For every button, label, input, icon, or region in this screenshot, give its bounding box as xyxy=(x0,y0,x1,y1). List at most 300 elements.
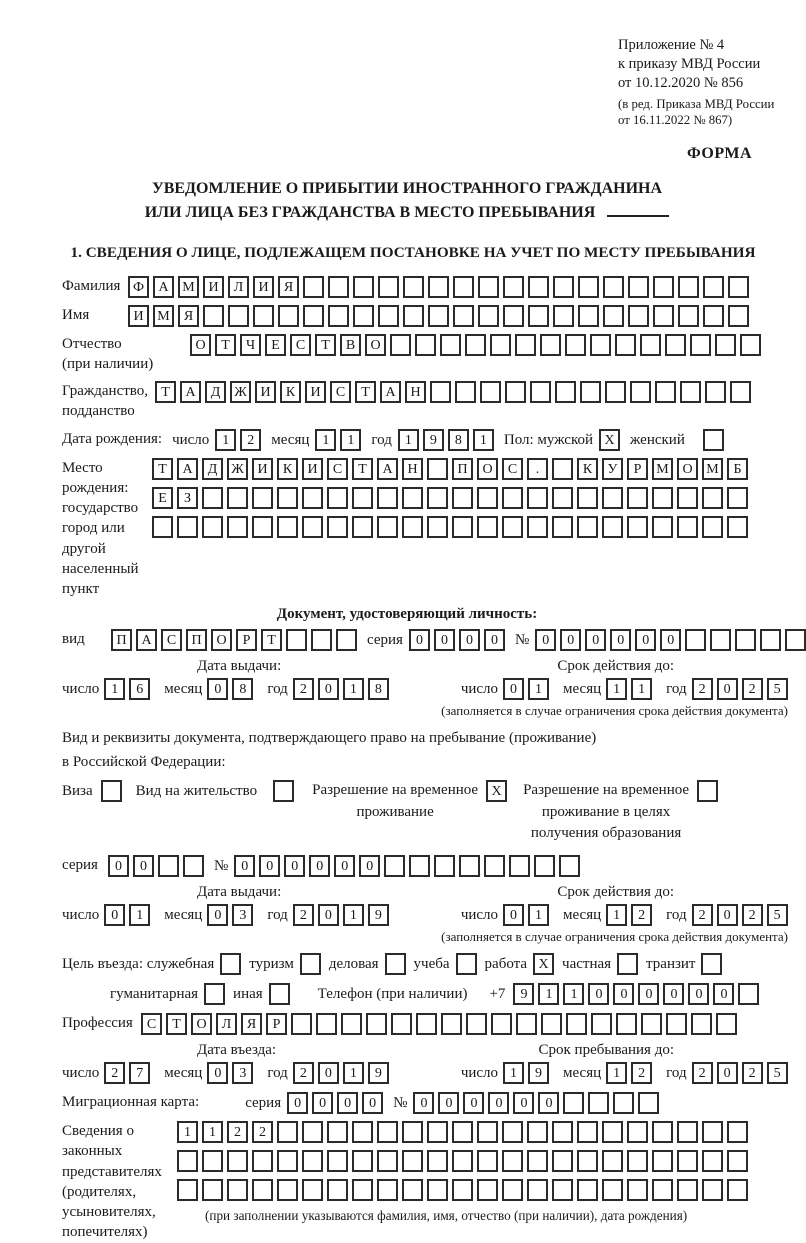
char-cell[interactable]: 3 xyxy=(232,904,253,926)
char-cell[interactable] xyxy=(578,276,599,298)
char-cell[interactable] xyxy=(327,1179,348,1201)
char-cell[interactable]: 9 xyxy=(513,983,534,1005)
char-cell[interactable] xyxy=(685,629,706,651)
char-cell[interactable]: И xyxy=(255,381,276,403)
char-cell[interactable] xyxy=(177,1150,198,1172)
char-cell[interactable] xyxy=(427,1121,448,1143)
char-cell[interactable] xyxy=(628,276,649,298)
char-cell[interactable] xyxy=(477,516,498,538)
char-cell[interactable] xyxy=(740,334,761,356)
char-cell[interactable]: Т xyxy=(215,334,236,356)
char-cell[interactable] xyxy=(430,381,451,403)
char-cell[interactable] xyxy=(402,1179,423,1201)
char-cell[interactable] xyxy=(527,516,548,538)
char-cell[interactable]: О xyxy=(191,1013,212,1035)
char-cell[interactable] xyxy=(352,516,373,538)
char-cell[interactable] xyxy=(377,1179,398,1201)
char-cell[interactable]: 1 xyxy=(528,678,549,700)
char-cell[interactable] xyxy=(252,487,273,509)
char-cell[interactable]: 0 xyxy=(108,855,129,877)
char-cell[interactable] xyxy=(466,1013,487,1035)
char-cell[interactable] xyxy=(563,1092,584,1114)
char-cell[interactable]: 0 xyxy=(613,983,634,1005)
char-cell[interactable] xyxy=(480,381,501,403)
char-cell[interactable] xyxy=(591,1013,612,1035)
char-cell[interactable]: Е xyxy=(152,487,173,509)
char-cell[interactable] xyxy=(202,1179,223,1201)
char-cell[interactable] xyxy=(253,305,274,327)
char-cell[interactable]: 1 xyxy=(129,904,150,926)
char-cell[interactable] xyxy=(402,516,423,538)
char-cell[interactable] xyxy=(760,629,781,651)
char-cell[interactable] xyxy=(427,487,448,509)
char-cell[interactable]: 1 xyxy=(538,983,559,1005)
char-cell[interactable] xyxy=(553,305,574,327)
char-cell[interactable]: А xyxy=(153,276,174,298)
char-cell[interactable]: 8 xyxy=(368,678,389,700)
char-cell[interactable] xyxy=(588,1092,609,1114)
char-cell[interactable]: 0 xyxy=(207,1062,228,1084)
char-cell[interactable]: . xyxy=(527,458,548,480)
char-cell[interactable]: 2 xyxy=(631,904,652,926)
char-cell[interactable]: 0 xyxy=(635,629,656,651)
char-cell[interactable]: А xyxy=(136,629,157,651)
char-cell[interactable] xyxy=(278,305,299,327)
char-cell[interactable] xyxy=(680,381,701,403)
char-cell[interactable] xyxy=(552,516,573,538)
char-cell[interactable]: 0 xyxy=(104,904,125,926)
char-cell[interactable]: 0 xyxy=(503,904,524,926)
char-cell[interactable] xyxy=(316,1013,337,1035)
char-cell[interactable]: 0 xyxy=(234,855,255,877)
char-cell[interactable]: Ж xyxy=(227,458,248,480)
char-cell[interactable] xyxy=(738,983,759,1005)
char-cell[interactable] xyxy=(615,334,636,356)
char-cell[interactable]: 0 xyxy=(663,983,684,1005)
char-cell[interactable]: И xyxy=(203,276,224,298)
char-cell[interactable]: 0 xyxy=(359,855,380,877)
char-cell[interactable] xyxy=(652,487,673,509)
char-cell[interactable]: 0 xyxy=(463,1092,484,1114)
char-cell[interactable]: Ф xyxy=(128,276,149,298)
char-cell[interactable]: 0 xyxy=(610,629,631,651)
char-cell[interactable]: 0 xyxy=(207,904,228,926)
char-cell[interactable] xyxy=(702,1121,723,1143)
char-cell[interactable] xyxy=(577,1179,598,1201)
char-cell[interactable]: 2 xyxy=(104,1062,125,1084)
char-cell[interactable] xyxy=(478,276,499,298)
char-cell[interactable]: 0 xyxy=(287,1092,308,1114)
char-cell[interactable] xyxy=(252,1179,273,1201)
char-cell[interactable] xyxy=(541,1013,562,1035)
char-cell[interactable]: С xyxy=(330,381,351,403)
char-cell[interactable] xyxy=(602,1179,623,1201)
char-cell[interactable]: Я xyxy=(241,1013,262,1035)
char-cell[interactable] xyxy=(227,516,248,538)
sex-male-checkbox[interactable]: X xyxy=(599,429,620,451)
char-cell[interactable] xyxy=(327,516,348,538)
char-cell[interactable] xyxy=(503,305,524,327)
char-cell[interactable] xyxy=(677,1179,698,1201)
char-cell[interactable] xyxy=(302,1121,323,1143)
char-cell[interactable] xyxy=(252,516,273,538)
char-cell[interactable]: В xyxy=(340,334,361,356)
char-cell[interactable] xyxy=(277,516,298,538)
char-cell[interactable] xyxy=(553,276,574,298)
char-cell[interactable] xyxy=(552,487,573,509)
char-cell[interactable] xyxy=(202,516,223,538)
char-cell[interactable]: И xyxy=(305,381,326,403)
char-cell[interactable] xyxy=(552,1179,573,1201)
purpose-business-checkbox[interactable] xyxy=(385,953,406,975)
char-cell[interactable] xyxy=(677,1121,698,1143)
char-cell[interactable] xyxy=(455,381,476,403)
char-cell[interactable] xyxy=(727,1121,748,1143)
char-cell[interactable] xyxy=(202,487,223,509)
char-cell[interactable]: 0 xyxy=(588,983,609,1005)
char-cell[interactable] xyxy=(702,487,723,509)
char-cell[interactable]: М xyxy=(153,305,174,327)
sex-female-checkbox[interactable] xyxy=(703,429,724,451)
char-cell[interactable]: 2 xyxy=(240,429,261,451)
char-cell[interactable]: О xyxy=(677,458,698,480)
char-cell[interactable] xyxy=(509,855,530,877)
char-cell[interactable]: 0 xyxy=(409,629,430,651)
char-cell[interactable] xyxy=(453,276,474,298)
char-cell[interactable]: 8 xyxy=(448,429,469,451)
char-cell[interactable] xyxy=(735,629,756,651)
char-cell[interactable]: А xyxy=(377,458,398,480)
char-cell[interactable] xyxy=(352,487,373,509)
char-cell[interactable] xyxy=(552,1121,573,1143)
char-cell[interactable]: Т xyxy=(152,458,173,480)
char-cell[interactable] xyxy=(653,276,674,298)
char-cell[interactable] xyxy=(465,334,486,356)
char-cell[interactable] xyxy=(565,334,586,356)
char-cell[interactable]: 0 xyxy=(459,629,480,651)
char-cell[interactable] xyxy=(286,629,307,651)
char-cell[interactable] xyxy=(453,305,474,327)
char-cell[interactable] xyxy=(552,458,573,480)
char-cell[interactable]: 2 xyxy=(692,1062,713,1084)
char-cell[interactable] xyxy=(678,305,699,327)
purpose-official-checkbox[interactable] xyxy=(220,953,241,975)
char-cell[interactable] xyxy=(183,855,204,877)
char-cell[interactable]: 2 xyxy=(692,904,713,926)
char-cell[interactable] xyxy=(638,1092,659,1114)
char-cell[interactable] xyxy=(727,1179,748,1201)
char-cell[interactable] xyxy=(302,487,323,509)
char-cell[interactable] xyxy=(353,276,374,298)
char-cell[interactable]: 2 xyxy=(293,1062,314,1084)
char-cell[interactable]: С xyxy=(327,458,348,480)
char-cell[interactable]: Р xyxy=(266,1013,287,1035)
char-cell[interactable]: 1 xyxy=(606,678,627,700)
char-cell[interactable]: 0 xyxy=(312,1092,333,1114)
char-cell[interactable] xyxy=(177,1179,198,1201)
char-cell[interactable] xyxy=(403,305,424,327)
char-cell[interactable]: А xyxy=(177,458,198,480)
char-cell[interactable]: 0 xyxy=(660,629,681,651)
char-cell[interactable] xyxy=(730,381,751,403)
purpose-other-checkbox[interactable] xyxy=(269,983,290,1005)
char-cell[interactable]: 2 xyxy=(742,904,763,926)
char-cell[interactable] xyxy=(691,1013,712,1035)
char-cell[interactable]: Т xyxy=(355,381,376,403)
purpose-study-checkbox[interactable] xyxy=(456,953,477,975)
char-cell[interactable] xyxy=(416,1013,437,1035)
char-cell[interactable]: 0 xyxy=(638,983,659,1005)
char-cell[interactable] xyxy=(528,305,549,327)
char-cell[interactable]: Д xyxy=(202,458,223,480)
char-cell[interactable] xyxy=(427,1179,448,1201)
char-cell[interactable] xyxy=(677,487,698,509)
char-cell[interactable]: 1 xyxy=(563,983,584,1005)
char-cell[interactable]: Т xyxy=(315,334,336,356)
char-cell[interactable] xyxy=(655,381,676,403)
char-cell[interactable] xyxy=(327,1121,348,1143)
char-cell[interactable]: 1 xyxy=(631,678,652,700)
char-cell[interactable] xyxy=(452,1179,473,1201)
char-cell[interactable] xyxy=(555,381,576,403)
char-cell[interactable]: 0 xyxy=(318,1062,339,1084)
char-cell[interactable] xyxy=(428,305,449,327)
char-cell[interactable] xyxy=(452,1150,473,1172)
char-cell[interactable] xyxy=(491,1013,512,1035)
char-cell[interactable] xyxy=(477,1121,498,1143)
char-cell[interactable] xyxy=(613,1092,634,1114)
char-cell[interactable] xyxy=(502,1179,523,1201)
char-cell[interactable]: Н xyxy=(405,381,426,403)
char-cell[interactable]: О xyxy=(477,458,498,480)
char-cell[interactable]: 0 xyxy=(334,855,355,877)
char-cell[interactable] xyxy=(227,487,248,509)
char-cell[interactable] xyxy=(785,629,806,651)
char-cell[interactable] xyxy=(527,1121,548,1143)
char-cell[interactable] xyxy=(628,305,649,327)
char-cell[interactable] xyxy=(428,276,449,298)
char-cell[interactable]: Ч xyxy=(240,334,261,356)
char-cell[interactable] xyxy=(434,855,455,877)
char-cell[interactable] xyxy=(602,487,623,509)
char-cell[interactable]: 0 xyxy=(717,678,738,700)
char-cell[interactable] xyxy=(427,516,448,538)
char-cell[interactable]: Л xyxy=(228,276,249,298)
char-cell[interactable]: 0 xyxy=(513,1092,534,1114)
char-cell[interactable]: 1 xyxy=(315,429,336,451)
char-cell[interactable] xyxy=(715,334,736,356)
char-cell[interactable] xyxy=(710,629,731,651)
char-cell[interactable]: Р xyxy=(627,458,648,480)
char-cell[interactable]: Л xyxy=(216,1013,237,1035)
char-cell[interactable] xyxy=(477,1179,498,1201)
char-cell[interactable]: 1 xyxy=(398,429,419,451)
char-cell[interactable]: 5 xyxy=(767,1062,788,1084)
char-cell[interactable] xyxy=(527,1150,548,1172)
char-cell[interactable] xyxy=(502,487,523,509)
char-cell[interactable] xyxy=(477,1150,498,1172)
char-cell[interactable]: 6 xyxy=(129,678,150,700)
char-cell[interactable] xyxy=(228,305,249,327)
char-cell[interactable] xyxy=(377,1150,398,1172)
char-cell[interactable]: 1 xyxy=(473,429,494,451)
char-cell[interactable] xyxy=(605,381,626,403)
char-cell[interactable]: 0 xyxy=(207,678,228,700)
char-cell[interactable] xyxy=(502,1150,523,1172)
char-cell[interactable] xyxy=(377,516,398,538)
char-cell[interactable]: 1 xyxy=(606,1062,627,1084)
char-cell[interactable] xyxy=(291,1013,312,1035)
char-cell[interactable] xyxy=(377,1121,398,1143)
char-cell[interactable] xyxy=(627,1150,648,1172)
char-cell[interactable] xyxy=(402,1121,423,1143)
char-cell[interactable]: 5 xyxy=(767,904,788,926)
char-cell[interactable] xyxy=(378,276,399,298)
char-cell[interactable] xyxy=(677,1150,698,1172)
char-cell[interactable]: 0 xyxy=(318,904,339,926)
char-cell[interactable]: 2 xyxy=(742,1062,763,1084)
purpose-private-checkbox[interactable] xyxy=(617,953,638,975)
purpose-humanitarian-checkbox[interactable] xyxy=(204,983,225,1005)
char-cell[interactable]: 2 xyxy=(293,904,314,926)
char-cell[interactable] xyxy=(277,1150,298,1172)
char-cell[interactable]: А xyxy=(180,381,201,403)
char-cell[interactable] xyxy=(427,1150,448,1172)
char-cell[interactable] xyxy=(327,487,348,509)
char-cell[interactable]: Т xyxy=(155,381,176,403)
char-cell[interactable]: О xyxy=(211,629,232,651)
char-cell[interactable]: 1 xyxy=(503,1062,524,1084)
char-cell[interactable] xyxy=(452,516,473,538)
char-cell[interactable]: 1 xyxy=(343,904,364,926)
char-cell[interactable] xyxy=(484,855,505,877)
char-cell[interactable] xyxy=(652,1150,673,1172)
char-cell[interactable]: 1 xyxy=(528,904,549,926)
char-cell[interactable]: 0 xyxy=(585,629,606,651)
char-cell[interactable] xyxy=(727,487,748,509)
char-cell[interactable]: 0 xyxy=(688,983,709,1005)
char-cell[interactable] xyxy=(559,855,580,877)
char-cell[interactable]: Е xyxy=(265,334,286,356)
temp-residence-edu-checkbox[interactable] xyxy=(697,780,718,802)
char-cell[interactable]: 0 xyxy=(717,904,738,926)
char-cell[interactable]: 1 xyxy=(606,904,627,926)
char-cell[interactable] xyxy=(336,629,357,651)
char-cell[interactable] xyxy=(603,276,624,298)
char-cell[interactable] xyxy=(616,1013,637,1035)
char-cell[interactable]: К xyxy=(280,381,301,403)
char-cell[interactable]: С xyxy=(161,629,182,651)
char-cell[interactable]: 2 xyxy=(252,1121,273,1143)
char-cell[interactable]: К xyxy=(577,458,598,480)
char-cell[interactable] xyxy=(459,855,480,877)
char-cell[interactable] xyxy=(328,305,349,327)
char-cell[interactable] xyxy=(158,855,179,877)
char-cell[interactable] xyxy=(577,1150,598,1172)
char-cell[interactable] xyxy=(252,1150,273,1172)
char-cell[interactable] xyxy=(527,487,548,509)
char-cell[interactable] xyxy=(302,516,323,538)
char-cell[interactable]: 0 xyxy=(535,629,556,651)
char-cell[interactable] xyxy=(705,381,726,403)
char-cell[interactable] xyxy=(630,381,651,403)
char-cell[interactable]: 2 xyxy=(692,678,713,700)
char-cell[interactable] xyxy=(516,1013,537,1035)
char-cell[interactable]: О xyxy=(190,334,211,356)
char-cell[interactable]: 0 xyxy=(503,678,524,700)
char-cell[interactable]: Н xyxy=(402,458,423,480)
char-cell[interactable] xyxy=(503,276,524,298)
char-cell[interactable] xyxy=(378,305,399,327)
char-cell[interactable] xyxy=(327,1150,348,1172)
char-cell[interactable]: 7 xyxy=(129,1062,150,1084)
temp-residence-checkbox[interactable]: X xyxy=(486,780,507,802)
char-cell[interactable]: 3 xyxy=(232,1062,253,1084)
char-cell[interactable] xyxy=(530,381,551,403)
char-cell[interactable] xyxy=(277,1121,298,1143)
char-cell[interactable] xyxy=(302,1150,323,1172)
char-cell[interactable]: 0 xyxy=(713,983,734,1005)
char-cell[interactable] xyxy=(390,334,411,356)
char-cell[interactable]: 9 xyxy=(528,1062,549,1084)
char-cell[interactable] xyxy=(302,1179,323,1201)
char-cell[interactable] xyxy=(666,1013,687,1035)
char-cell[interactable] xyxy=(678,276,699,298)
char-cell[interactable] xyxy=(590,334,611,356)
char-cell[interactable]: С xyxy=(502,458,523,480)
char-cell[interactable] xyxy=(202,1150,223,1172)
char-cell[interactable] xyxy=(727,1150,748,1172)
char-cell[interactable] xyxy=(277,487,298,509)
purpose-tourism-checkbox[interactable] xyxy=(300,953,321,975)
char-cell[interactable] xyxy=(577,487,598,509)
char-cell[interactable]: 0 xyxy=(484,629,505,651)
char-cell[interactable] xyxy=(502,516,523,538)
char-cell[interactable]: 2 xyxy=(742,678,763,700)
char-cell[interactable] xyxy=(703,305,724,327)
char-cell[interactable] xyxy=(566,1013,587,1035)
char-cell[interactable]: 0 xyxy=(434,629,455,651)
char-cell[interactable] xyxy=(452,1121,473,1143)
char-cell[interactable]: 1 xyxy=(177,1121,198,1143)
char-cell[interactable] xyxy=(702,1179,723,1201)
char-cell[interactable] xyxy=(603,305,624,327)
char-cell[interactable]: И xyxy=(253,276,274,298)
char-cell[interactable]: З xyxy=(177,487,198,509)
char-cell[interactable]: Т xyxy=(166,1013,187,1035)
char-cell[interactable] xyxy=(602,516,623,538)
char-cell[interactable] xyxy=(540,334,561,356)
char-cell[interactable]: 0 xyxy=(318,678,339,700)
char-cell[interactable] xyxy=(377,487,398,509)
char-cell[interactable]: Д xyxy=(205,381,226,403)
char-cell[interactable]: 1 xyxy=(215,429,236,451)
char-cell[interactable] xyxy=(441,1013,462,1035)
char-cell[interactable] xyxy=(415,334,436,356)
char-cell[interactable]: А xyxy=(380,381,401,403)
char-cell[interactable]: 0 xyxy=(438,1092,459,1114)
char-cell[interactable]: 0 xyxy=(337,1092,358,1114)
char-cell[interactable]: Т xyxy=(261,629,282,651)
char-cell[interactable] xyxy=(702,1150,723,1172)
char-cell[interactable] xyxy=(403,276,424,298)
char-cell[interactable]: 0 xyxy=(717,1062,738,1084)
char-cell[interactable]: 1 xyxy=(104,678,125,700)
purpose-transit-checkbox[interactable] xyxy=(701,953,722,975)
char-cell[interactable] xyxy=(728,305,749,327)
char-cell[interactable]: 9 xyxy=(368,904,389,926)
visa-checkbox[interactable] xyxy=(101,780,122,802)
